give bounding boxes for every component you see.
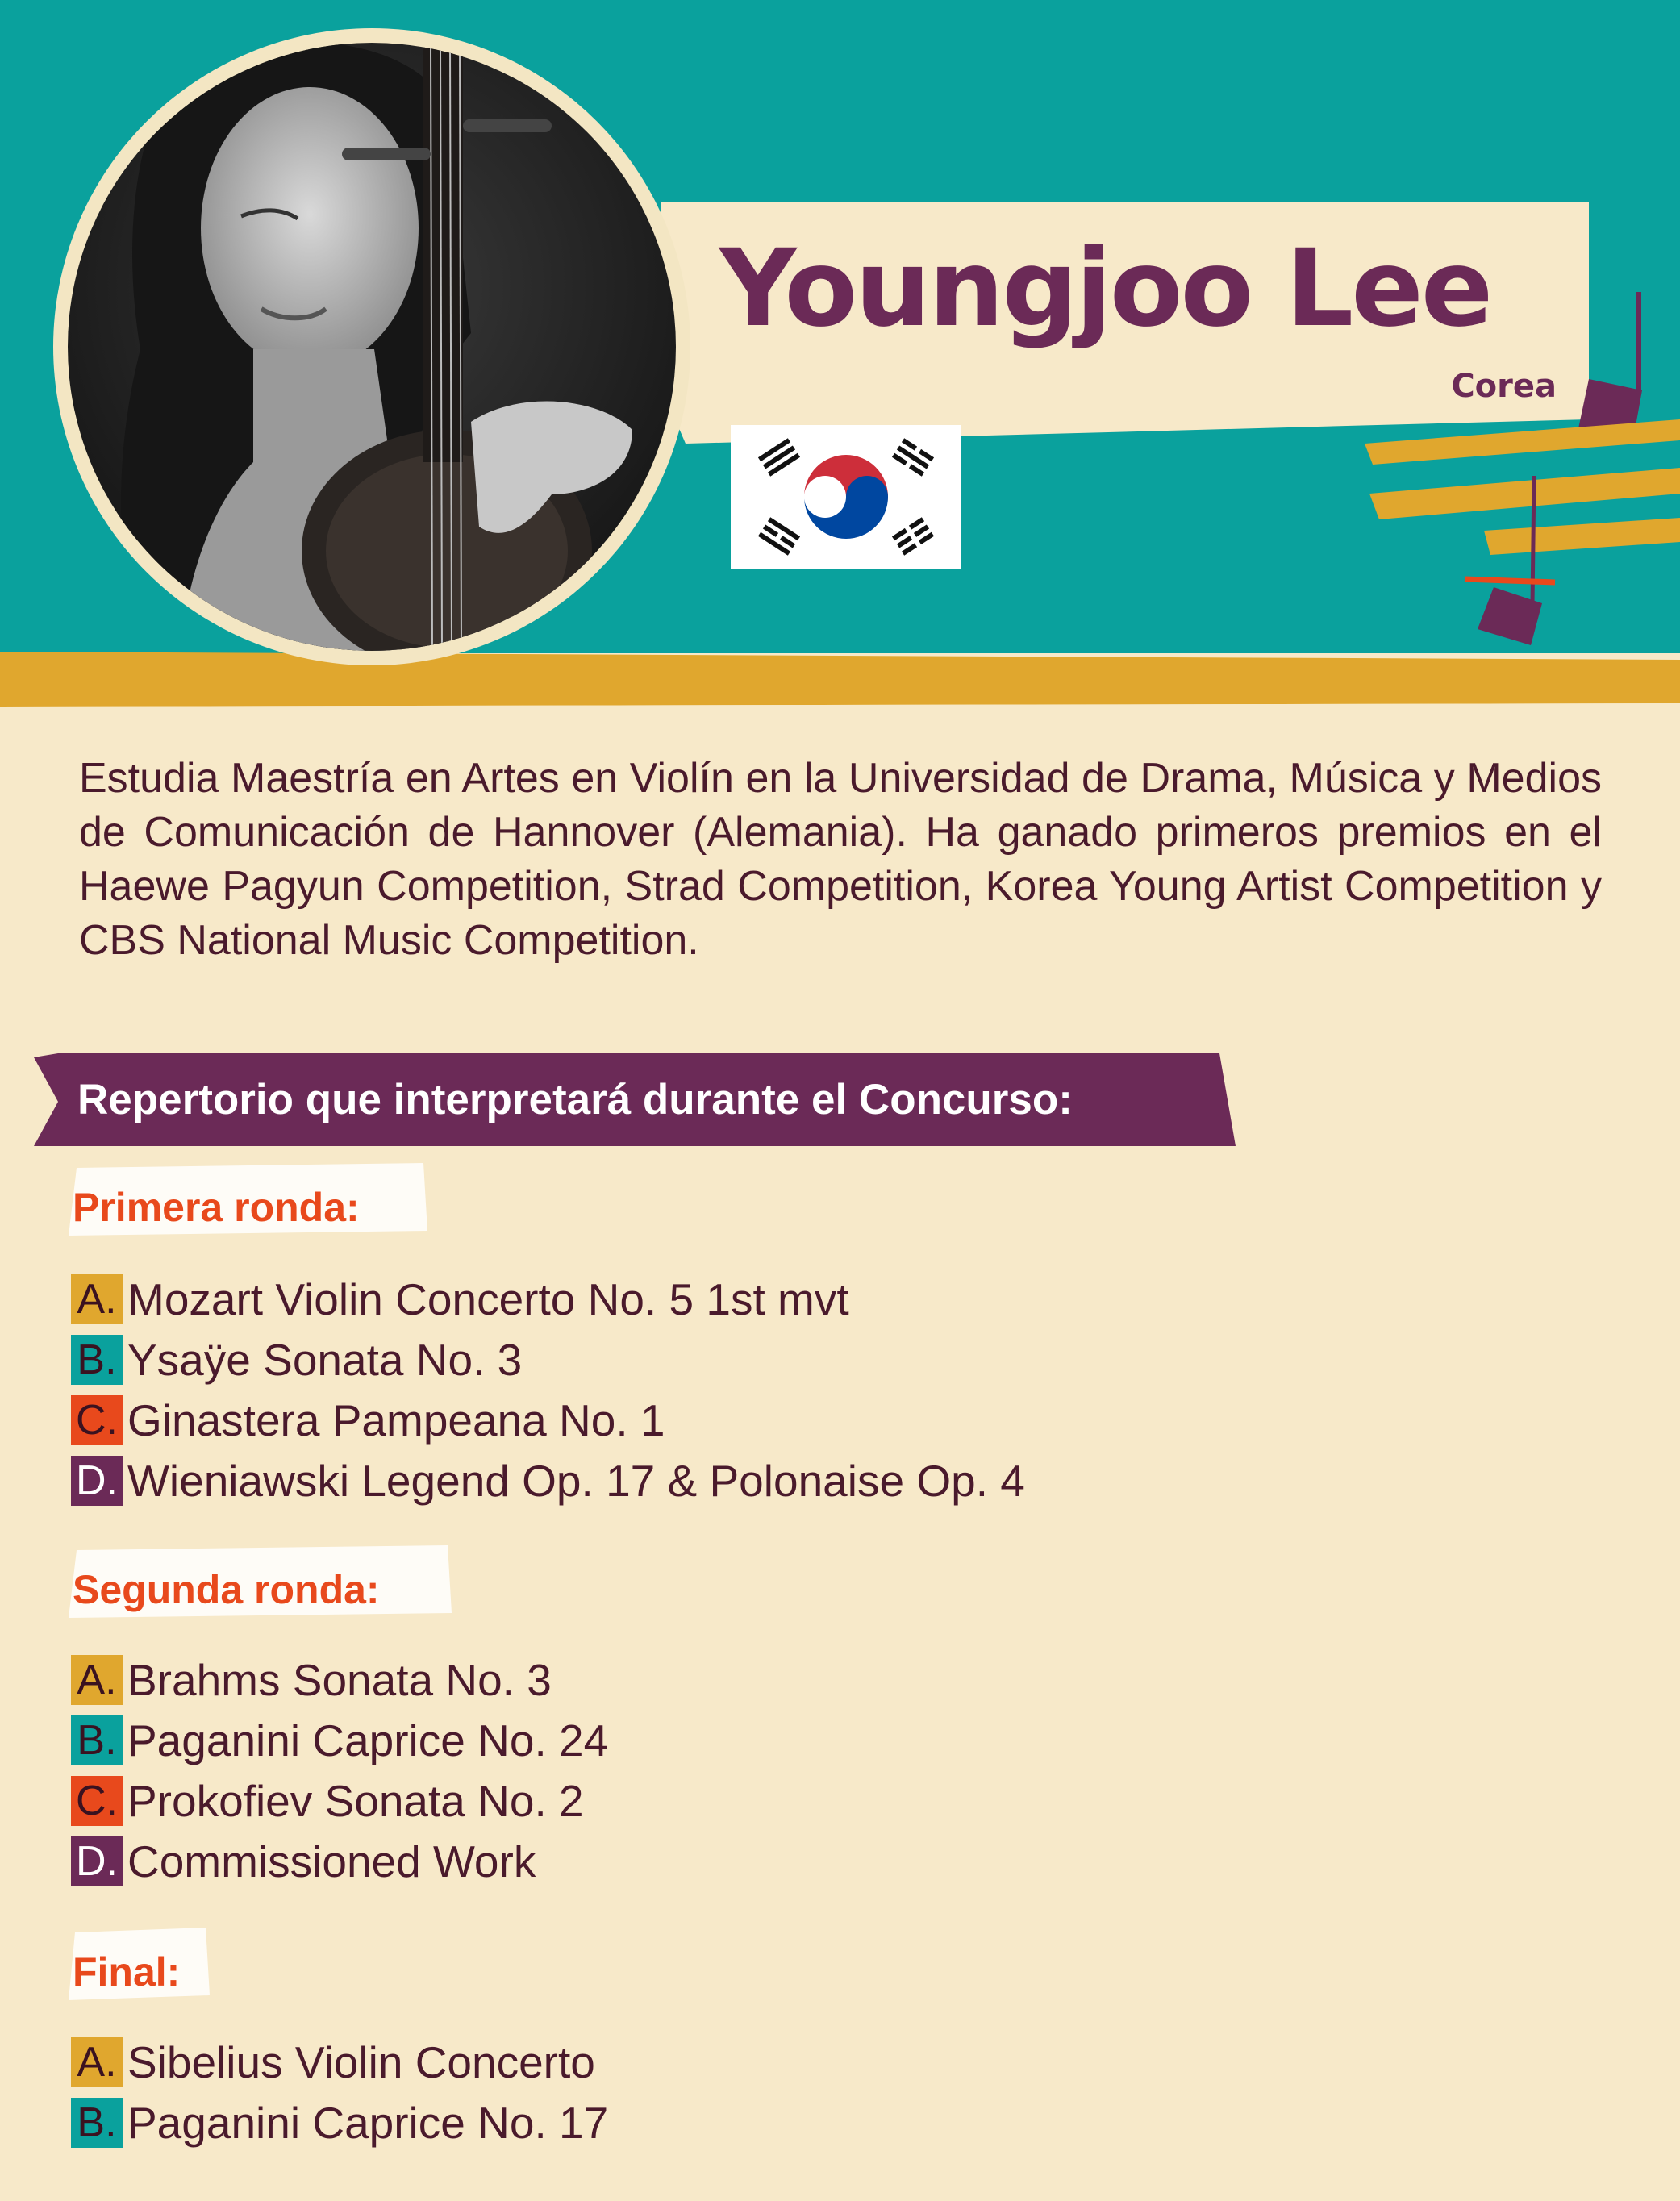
item-title: Prokofiev Sonata No. 2 (127, 1776, 584, 1826)
item-title: Mozart Violin Concerto No. 5 1st mvt (127, 1274, 849, 1324)
round-label-segunda: Segunda ronda: (73, 1567, 380, 1612)
item-letter-badge: C. (71, 1395, 123, 1445)
list-item (71, 2095, 608, 2151)
list-item (71, 1332, 522, 1388)
list-item (71, 1453, 1025, 1509)
item-title: Ysaÿe Sonata No. 3 (127, 1335, 523, 1385)
item-title: Commissioned Work (127, 1836, 536, 1886)
item-title: Paganini Caprice No. 17 (127, 2098, 609, 2148)
artist-biography: Estudia Maestría en Artes en Violín en la Universidad de Drama, Música y Medios de Comunicación de Hannover (Alemania). Ha ganado primeros premios en el Haewe Pagyun Competition, Strad Competition, Korea Young Artist Competition y CBS National Music Competition. (79, 755, 1602, 964)
item-letter-badge: A. (71, 1655, 123, 1705)
item-letter-badge: B. (71, 1715, 123, 1765)
item-title: Wieniawski Legend Op. 17 & Polonaise Op. 4 (127, 1456, 1025, 1506)
round-label-final: Final: (73, 1949, 181, 1995)
list-item (71, 1833, 536, 1890)
item-title: Paganini Caprice No. 24 (127, 1715, 609, 1765)
list-item (71, 1392, 665, 1449)
list-item (71, 1712, 608, 1769)
list-item (71, 1773, 584, 1829)
item-letter-badge: A. (71, 1274, 123, 1324)
list-item (71, 1271, 849, 1328)
south-korea-flag-icon (731, 425, 961, 569)
abstract-decoration (1355, 282, 1680, 653)
artist-country: Corea (1451, 368, 1557, 405)
violinist-portrait-photo (68, 43, 676, 651)
artist-photo-frame (53, 28, 690, 665)
item-title: Ginastera Pampeana No. 1 (127, 1395, 665, 1445)
item-letter-badge: B. (71, 2098, 123, 2148)
list-item (71, 1652, 552, 1708)
round-label-primera: Primera ronda: (73, 1185, 360, 1230)
list-item (71, 2034, 595, 2091)
artist-name: Youngjoo Lee (719, 227, 1491, 351)
item-letter-badge: B. (71, 1335, 123, 1385)
item-letter-badge: A. (71, 2037, 123, 2087)
item-letter-badge: D. (71, 1456, 123, 1506)
item-letter-badge: C. (71, 1776, 123, 1826)
item-title: Brahms Sonata No. 3 (127, 1655, 552, 1705)
repertoire-heading: Repertorio que interpretará durante el Concurso: (77, 1076, 1073, 1123)
item-title: Sibelius Violin Concerto (127, 2037, 595, 2087)
item-letter-badge: D. (71, 1836, 123, 1886)
